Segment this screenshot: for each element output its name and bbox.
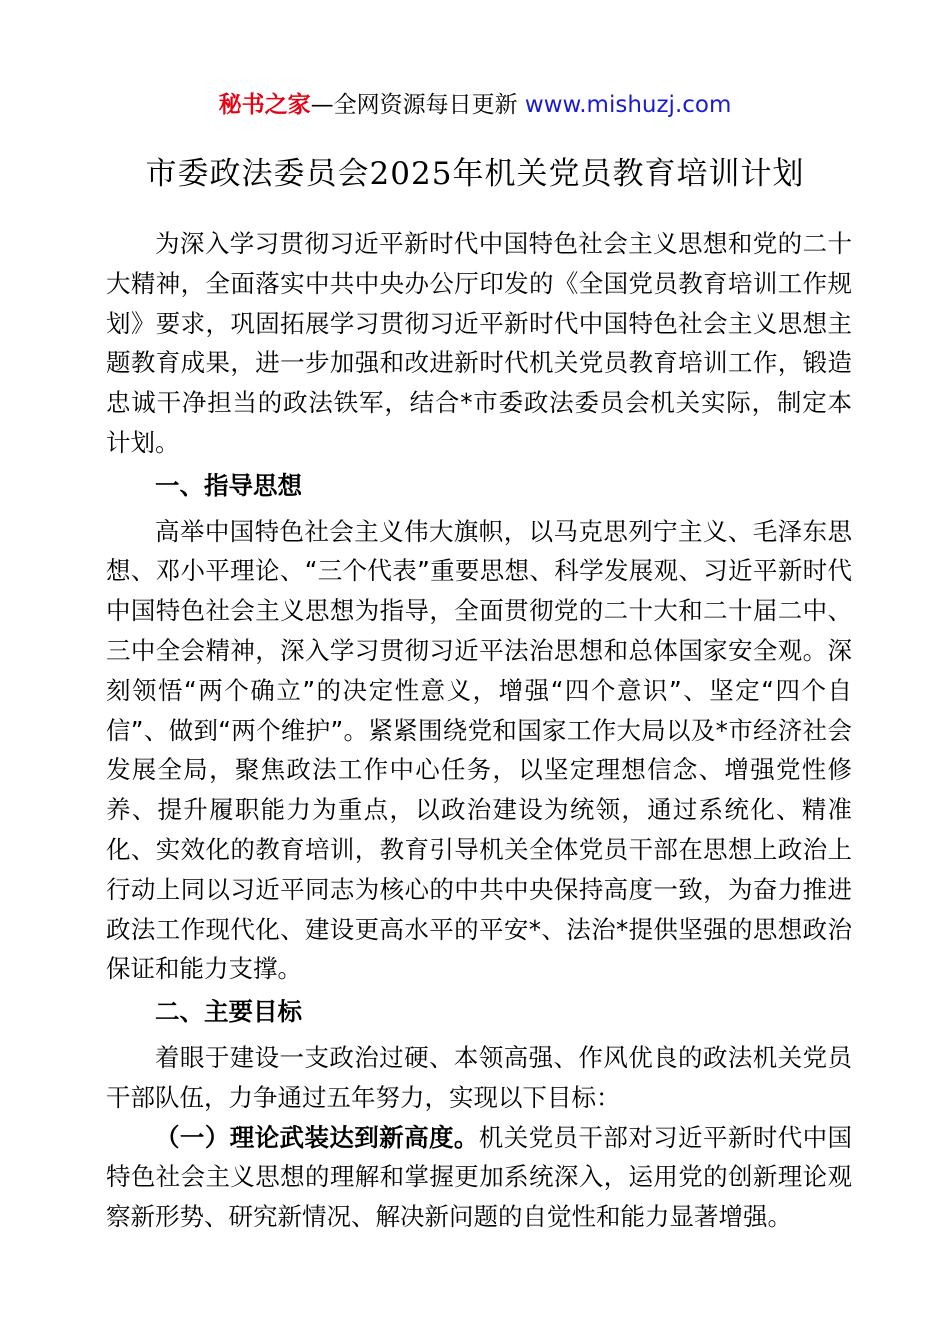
section-heading-guiding-ideology: 一、指导思想 (155, 470, 302, 500)
document-title: 市委政法委员会2025年机关党员教育培训计划 (145, 156, 805, 192)
section-heading-main-goals: 二、主要目标 (155, 997, 302, 1027)
site-url-link[interactable]: www.mishuzj.com (524, 92, 732, 118)
site-brand: 秘书之家 (218, 92, 311, 118)
site-tagline: —全网资源每日更新 (310, 92, 518, 118)
main-goals-paragraph: 着眼于建设一支政治过硬、本领高强、作风优良的政法机关党员干部队伍，力争通过五年努力，实现以下目标： (106, 1042, 852, 1112)
guiding-ideology-paragraph: 高举中国特色社会主义伟大旗帜，以马克思列宁主义、毛泽东思想、邓小平理论、“三个代表”重要思想、科学发展观、习近平新时代中国特色社会主义思想为指导，全面贯彻党的二十大和二十届二中、三中全会精神，深入学习贯彻习近平法治思想和总体国家安全观。深刻领悟“两个确立”的决定性意义，增强“四个意识”、坚定“四个自信”、做到“两个维护”。紧紧围绕党和国家工作大局以及*市经济社会发展全局，聚焦政法工作中心任务，以坚定理想信念、增强党性修养、提升履职能力为重点，以政治建设为统领，通过系统化、精准化、实效化的教育培训，教育引导机关全体党员干部在思想上政治上行动上同以习近平同志为核心的中共中央保持高度一致，为奋力推进政法工作现代化、建设更高水平的平安*、法治*提供坚强的思想政治保证和能力支撑。 (106, 516, 852, 984)
goal-item-1-body: 机关党员干部对习近平新时代中国特色社会主义思想的理解和掌握更加系统深入，运用党的创新理论观察新形势、研究新情况、解决新问题的自觉性和能力显著增强。 (106, 1122, 852, 1232)
intro-paragraph: 为深入学习贯彻习近平新时代中国特色社会主义思想和党的二十大精神，全面落实中共中央办公厅印发的《全国党员教育培训工作规划》要求，巩固拓展学习贯彻习近平新时代中国特色社会主义思想主题教育成果，进一步加强和改进新时代机关党员教育培训工作，锻造忠诚干净担当的政法铁军，结合*市委政法委员会机关实际，制定本计划。 (106, 229, 852, 457)
document-body (106, 224, 852, 1237)
site-header (0, 88, 950, 122)
goal-item-1-lead: （一）理论武装达到新高度。 (155, 1122, 479, 1152)
goal-item-1 (106, 1118, 852, 1237)
